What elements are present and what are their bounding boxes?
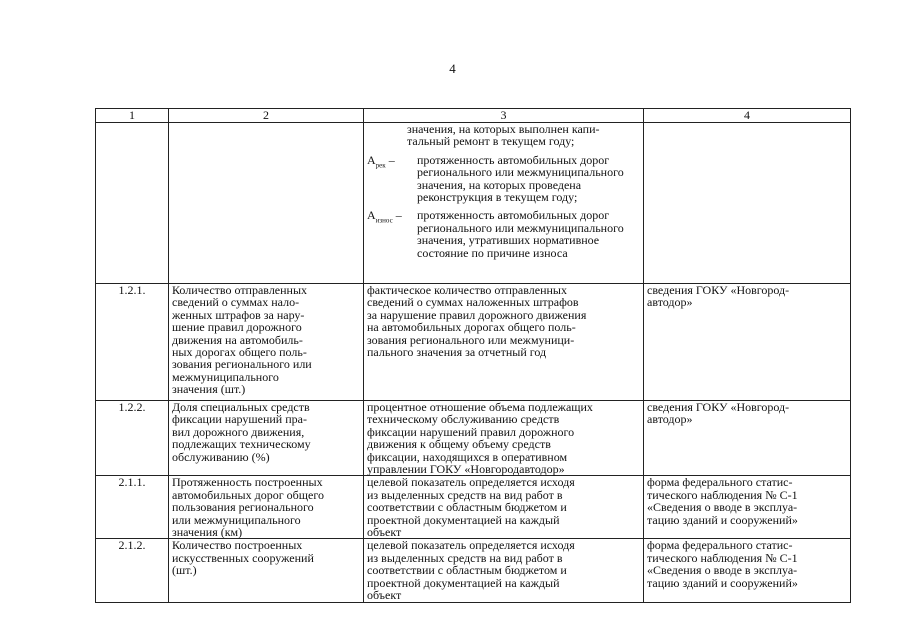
- text-line: форма федерального статис-: [647, 538, 793, 553]
- text-line: автомобильных дорог общего: [172, 487, 324, 502]
- text-line: подлежащих техническому: [172, 437, 311, 452]
- cell-number: 1.2.2.: [96, 401, 169, 476]
- text-line: или межмуниципального: [172, 512, 301, 527]
- definition-text: [417, 209, 640, 259]
- table-header-row: [96, 109, 851, 123]
- text-line: из выделенных средств на вид работ в: [367, 550, 563, 565]
- text-line: движения на автомобиль-: [172, 332, 303, 347]
- text-line: сведений о суммах наложенных штрафов: [367, 295, 579, 310]
- cell-number: 2.1.1.: [96, 476, 169, 539]
- text-line: соответствии с областным бюджетом и: [367, 500, 567, 515]
- text-line: значения (шт.): [172, 382, 246, 397]
- cell-method: [364, 284, 644, 401]
- text-line: техническому обслуживанию средств: [367, 412, 560, 427]
- text-line: «Сведения о вводе в эксплуа-: [647, 563, 798, 578]
- text-line: объект: [367, 525, 402, 540]
- text-line: тического наблюдения № С-1: [647, 487, 798, 502]
- text-line: женных штрафов за нару-: [172, 307, 305, 322]
- header-col-1: 1: [96, 109, 169, 123]
- text-line: состояние по причине износа: [417, 245, 568, 260]
- definition-rek: [367, 154, 640, 204]
- text-line: управлении ГОКУ «Новгородавтодор»: [367, 462, 565, 477]
- definition-text: [417, 154, 640, 204]
- text-line: тического наблюдения № С-1: [647, 550, 798, 565]
- definition-symbol: $A_{рек}$ –: [367, 152, 395, 170]
- text-line: проектной документацией на каждый: [367, 575, 560, 590]
- cell-source: [644, 539, 851, 603]
- cell-source: [644, 401, 851, 476]
- text-line: зования регионального или: [172, 357, 312, 372]
- text-line: из выделенных средств на вид работ в: [367, 487, 563, 502]
- text-line: пального значения за отчетный год: [367, 345, 547, 360]
- cell-indicator: [169, 284, 364, 401]
- text-line: значения, на которых выполнен капи-: [407, 122, 600, 136]
- cell-indicator: [169, 476, 364, 539]
- text-line: тацию зданий и сооружений»: [647, 512, 798, 527]
- text-line: Доля специальных средств: [172, 400, 310, 414]
- text-line: фактическое количество отправленных: [367, 283, 567, 297]
- text-line: обслуживанию (%): [172, 449, 270, 464]
- text-line: целевой показатель определяется исходя: [367, 475, 575, 490]
- text-line: Протяженность построенных: [172, 475, 323, 490]
- text-line: тацию зданий и сооружений»: [647, 575, 798, 590]
- text-line: фиксации, находящихся в оперативном: [367, 449, 568, 464]
- page-number: 4: [449, 61, 456, 76]
- cell-indicator: [169, 123, 364, 284]
- text-line: зования регионального или межмуници-: [367, 332, 575, 347]
- cell-method: [364, 401, 644, 476]
- text-line: за нарушение правил дорожного движения: [367, 307, 587, 322]
- text-line: процентное отношение объема подлежащих: [367, 400, 593, 414]
- cell-number: [96, 123, 169, 284]
- text-line: автодор»: [647, 412, 693, 427]
- text-line: Количество отправленных: [172, 283, 308, 297]
- text-line: соответствии с областным бюджетом и: [367, 563, 567, 578]
- table-row: [96, 476, 851, 539]
- text-line: фиксации нарушений правил дорожного: [367, 424, 575, 439]
- cell-source: [644, 284, 851, 401]
- text-line: сведения ГОКУ «Новгород-: [647, 400, 790, 414]
- cell-indicator: [169, 539, 364, 603]
- table-row: [96, 284, 851, 401]
- text-line: «Сведения о вводе в эксплуа-: [647, 500, 798, 515]
- text-line: форма федерального статис-: [647, 475, 793, 490]
- text-line: пользования регионального: [172, 500, 314, 515]
- text-line: регионального или межмуниципального: [417, 165, 624, 180]
- text-line: автодор»: [647, 295, 693, 310]
- cell-number: 1.2.1.: [96, 284, 169, 401]
- cell-source: [644, 476, 851, 539]
- text-line: проектной документацией на каждый: [367, 512, 560, 527]
- cell-indicator: [169, 401, 364, 476]
- text-line: межмуниципального: [172, 369, 279, 384]
- table-row: [96, 401, 851, 476]
- text-line: протяженность автомобильных дорог: [417, 152, 610, 167]
- text-line: Количество построенных: [172, 538, 303, 553]
- definition-symbol: $A_{износ}$ –: [367, 208, 402, 225]
- cell-formula-definitions: [364, 123, 644, 284]
- indicator-table: [95, 108, 851, 603]
- table-row-continuation: [96, 123, 851, 284]
- definition-iznos: [367, 209, 640, 259]
- text-line: целевой показатель определяется исходя: [367, 538, 575, 553]
- text-line: протяженность автомобильных дорог: [417, 208, 610, 223]
- text-line: (шт.): [172, 563, 197, 578]
- header-col-2: 2: [169, 109, 364, 123]
- text-line: регионального или межмуниципального: [417, 220, 624, 235]
- text-line: искусственных сооружений: [172, 550, 314, 565]
- text-line: тальный ремонт в текущем году;: [407, 134, 575, 149]
- table-row: [96, 539, 851, 603]
- text-line: ных дорогах общего поль-: [172, 345, 307, 360]
- text-line: объект: [367, 588, 402, 603]
- cell-source: [644, 123, 851, 284]
- header-col-3: 3: [364, 109, 644, 123]
- text-line: значения, утративших нормативное: [417, 233, 600, 248]
- text-line: вил дорожного движения,: [172, 424, 305, 439]
- text-line: движения к общему объему средств: [367, 437, 551, 452]
- cell-method: [364, 539, 644, 603]
- text-line: реконструкция в текущем году;: [417, 190, 578, 205]
- text-line: сведений о суммах нало-: [172, 295, 300, 310]
- text-line: фиксации нарушений пра-: [172, 412, 307, 427]
- text-line: значения, на которых проведена: [417, 177, 582, 192]
- text-line: сведения ГОКУ «Новгород-: [647, 283, 790, 297]
- cell-number: 2.1.2.: [96, 539, 169, 603]
- text-line: шение правил дорожного: [172, 320, 302, 335]
- cell-method: [364, 476, 644, 539]
- header-col-4: 4: [644, 109, 851, 123]
- text-line: значения (км): [172, 525, 243, 540]
- text-line: на автомобильных дорогах общего поль-: [367, 320, 576, 335]
